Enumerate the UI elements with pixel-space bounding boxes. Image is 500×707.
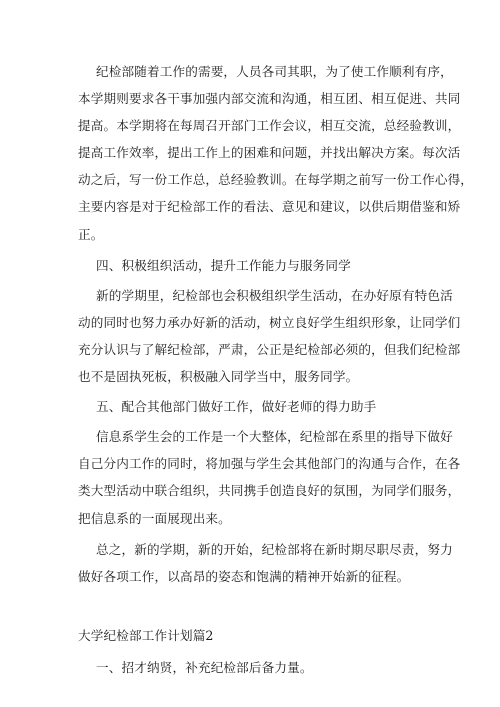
paragraph-conclusion <box>0 536 500 590</box>
section-heading: 五、配合其他部门做好工作，做好老师的得力助手 <box>96 399 377 415</box>
document-body <box>0 58 500 681</box>
text-line: 动之后，写一份工作总，总经验教训。在每学期之前写一份工作心得， <box>78 172 474 188</box>
text-line: 主要内容是对于纪检部工作的看法、意见和建议，以供后期借鉴和矫 <box>78 199 461 215</box>
text-line: 提高工作效率，提出工作上的困难和问题，并找出解决方案。每次活 <box>78 145 461 161</box>
section-heading: 一、招才纳贤，补充纪检部后备力量。 <box>96 659 313 675</box>
section-heading-one <box>0 654 500 681</box>
text-line: 自己分内工作的同时，将加强与学生会其他部门的沟通与合作，在各 <box>78 456 461 472</box>
paragraph-activities <box>0 282 500 390</box>
paragraph-discipline-work <box>0 58 500 248</box>
section-heading: 四、积极组织活动，提升工作能力与服务同学 <box>96 257 351 273</box>
text-line: 信息系学生会的工作是一个大整体，纪检部在系里的指导下做好 <box>96 429 453 445</box>
text-line: 总之，新的学期，新的开始，纪检部将在新时期尽职尽责，努力 <box>96 541 453 557</box>
text-line: 也不是固执死板，积极融入同学当中，服务同学。 <box>78 369 359 385</box>
section-heading-five <box>0 393 500 420</box>
paragraph-cooperation <box>0 423 500 531</box>
text-line: 新的学期里，纪检部也会积极组织学生活动，在办好原有特色活 <box>96 287 453 303</box>
section-heading-four <box>0 252 500 279</box>
text-line: 做好各项工作，以高昂的姿态和饱满的精神开始新的征程。 <box>78 568 410 584</box>
document-section-title <box>0 622 500 649</box>
text-line: 正。 <box>78 226 104 242</box>
text-line: 纪检部随着工作的需要，人员各司其职，为了使工作顺利有序， <box>96 64 453 79</box>
section-title: 大学纪检部工作计划篇2 <box>78 627 214 643</box>
text-line: 本学期则要求各干事加强内部交流和沟通，相互团、相互促进、共同 <box>78 91 461 107</box>
text-line: 提高。本学期将在每周召开部门工作会议，相互交流，总经验教训， <box>78 118 461 134</box>
text-line: 把信息系的一面展现出来。 <box>78 510 231 526</box>
text-line: 动的同时也努力承办好新的活动，树立良好学生组织形象，让同学们 <box>78 314 461 330</box>
text-line: 充分认识与了解纪检部，严肃，公正是纪检部必须的，但我们纪检部 <box>78 341 461 357</box>
text-line: 类大型活动中联合组织，共同携手创造良好的氛围，为同学们服务， <box>78 483 461 499</box>
